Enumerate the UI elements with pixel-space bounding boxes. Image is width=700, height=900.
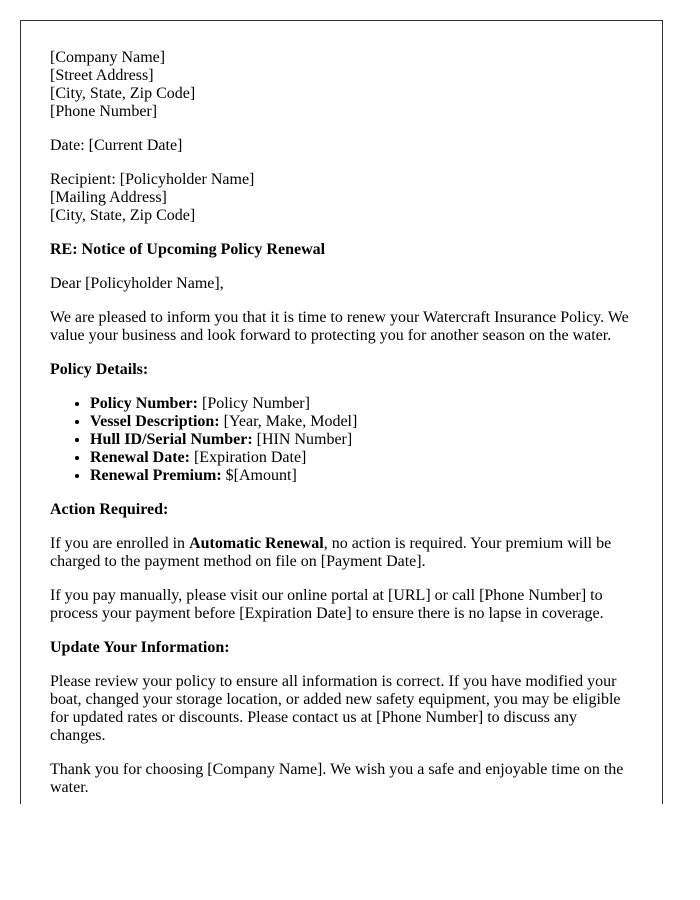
recipient-name: Recipient: [Policyholder Name] bbox=[50, 171, 255, 188]
policy-item-value: $[Amount] bbox=[221, 467, 297, 484]
policy-details-heading: Policy Details: bbox=[50, 361, 149, 378]
policy-item-value: [Expiration Date] bbox=[189, 449, 307, 466]
subject-line: RE: Notice of Upcoming Policy Renewal bbox=[50, 241, 326, 258]
recipient-mailing: [Mailing Address] bbox=[50, 189, 167, 206]
automatic-renewal-term: Automatic Renewal bbox=[189, 535, 324, 552]
policy-item-label: Policy Number: bbox=[90, 395, 198, 412]
sender-street: [Street Address] bbox=[50, 67, 154, 84]
salutation: Dear [Policyholder Name], bbox=[50, 275, 224, 292]
recipient-address bbox=[50, 171, 633, 225]
sender-address bbox=[50, 49, 633, 121]
update-info-heading: Update Your Information: bbox=[50, 639, 230, 656]
policy-details-list bbox=[50, 395, 633, 485]
intro-paragraph: We are pleased to inform you that it is time to renew your Watercraft Insurance Policy. We value your business and look forward to protecting you for another season on the water. bbox=[50, 309, 629, 344]
policy-item-label: Renewal Premium: bbox=[90, 467, 222, 484]
text: If you are enrolled in bbox=[50, 535, 190, 552]
update-info-paragraph: Please review your policy to ensure all information is correct. If you have modified your boat, changed your storage location, or added new safety equipment, you may be eligible for updated rates or discounts. Please contact us at [Phone Number] to discuss any changes. bbox=[50, 673, 621, 744]
policy-item bbox=[90, 449, 633, 467]
text: , no action is required. Your premium will be charged to the payment method on file on [Payment Date]. bbox=[50, 535, 612, 570]
letter-page bbox=[20, 20, 663, 804]
manual-payment-paragraph: If you pay manually, please visit our online portal at [URL] or call [Phone Number] to process your payment before [Expiration Date] to ensure there is no lapse in coverage. bbox=[50, 587, 604, 622]
sender-company: [Company Name] bbox=[50, 49, 166, 66]
automatic-renewal-paragraph bbox=[50, 535, 633, 571]
policy-item bbox=[90, 413, 633, 431]
closing-paragraph: Thank you for choosing [Company Name]. We wish you a safe and enjoyable time on the water. bbox=[50, 761, 624, 796]
policy-item bbox=[90, 395, 633, 413]
policy-item-value: [Policy Number] bbox=[197, 395, 310, 412]
policy-item-value: [Year, Make, Model] bbox=[219, 413, 358, 430]
sender-city: [City, State, Zip Code] bbox=[50, 85, 196, 102]
policy-item bbox=[90, 467, 633, 485]
policy-item bbox=[90, 431, 633, 449]
sender-phone: [Phone Number] bbox=[50, 103, 158, 120]
policy-item-label: Hull ID/Serial Number: bbox=[90, 431, 253, 448]
policy-item-label: Vessel Description: bbox=[90, 413, 220, 430]
letter-date: Date: [Current Date] bbox=[50, 137, 183, 154]
recipient-city: [City, State, Zip Code] bbox=[50, 207, 196, 224]
policy-item-label: Renewal Date: bbox=[90, 449, 190, 466]
action-required-heading: Action Required: bbox=[50, 501, 169, 518]
policy-item-value: [HIN Number] bbox=[252, 431, 353, 448]
